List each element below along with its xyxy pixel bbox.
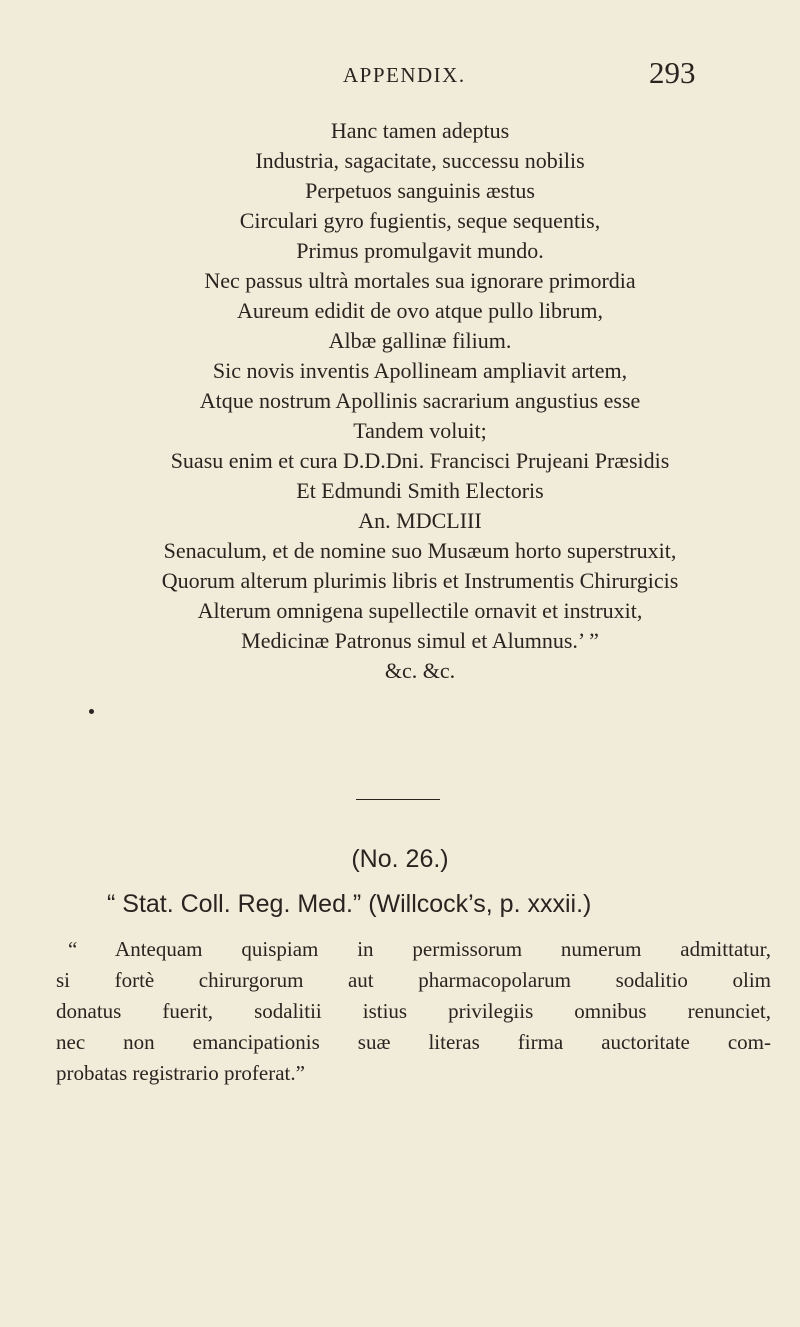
verse-line: Sic novis inventis Apollineam ampliavit artem,	[212, 358, 628, 383]
verse-line: Suasu enim et cura D.D.Dni. Francisci Prujeani Præsidis	[170, 448, 670, 473]
ink-speck	[89, 709, 94, 714]
statute-citation: “ Stat. Coll. Reg. Med.” (Willcock’s, p. xxxii.)	[107, 890, 592, 918]
verse-line: Circulari gyro fugientis, seque sequentis,	[239, 208, 601, 233]
verse-line: &c. &c.	[384, 658, 456, 683]
verse-line: An. MDCLIII	[358, 508, 482, 533]
text-line: donatus fuerit, sodalitii istius privilegiis omnibus renunciet,	[56, 999, 771, 1023]
verse-line: Albæ gallinæ filium.	[328, 328, 512, 353]
verse-line: Atque nostrum Apollinis sacrarium angustius esse	[199, 388, 641, 413]
entry-number: (No. 26.)	[351, 845, 449, 873]
verse-line: Senaculum, et de nomine suo Musæum horto superstruxit,	[163, 538, 677, 563]
text-line: probatas registrario proferat.”	[56, 1061, 305, 1085]
text-line: nec non emancipationis suæ literas firma auctoritate com-	[56, 1030, 771, 1054]
text-line: si fortè chirurgorum aut pharmacopolarum sodalitio olim	[56, 968, 771, 992]
verse-line: Industria, sagacitate, successu nobilis	[255, 148, 585, 173]
verse-line: Hanc tamen adeptus	[330, 118, 510, 143]
verse-line: Tandem voluit;	[353, 418, 487, 443]
verse-line: Aureum edidit de ovo atque pullo librum,	[237, 298, 603, 323]
verse-line: Medicinæ Patronus simul et Alumnus.’ ”	[241, 628, 599, 653]
inscription-verse	[40, 116, 800, 686]
running-head	[0, 55, 800, 93]
verse-line: Primus promulgavit mundo.	[296, 238, 544, 263]
verse-line: Et Edmundi Smith Electoris	[296, 478, 544, 503]
verse-line: Quorum alterum plurimis libris et Instrumentis Chirurgicis	[161, 568, 679, 593]
page-number: 293	[649, 55, 696, 90]
verse-line: Nec passus ultrà mortales sua ignorare primordia	[204, 268, 636, 293]
running-title: APPENDIX.	[343, 63, 466, 87]
text-line: “ Antequam quispiam in permissorum numerum admittatur,	[68, 937, 771, 961]
verse-line: Perpetuos sanguinis æstus	[305, 178, 535, 203]
verse-line: Alterum omnigena supellectile ornavit et instruxit,	[197, 598, 643, 623]
section-divider	[356, 799, 440, 800]
statute-text	[56, 934, 771, 1089]
